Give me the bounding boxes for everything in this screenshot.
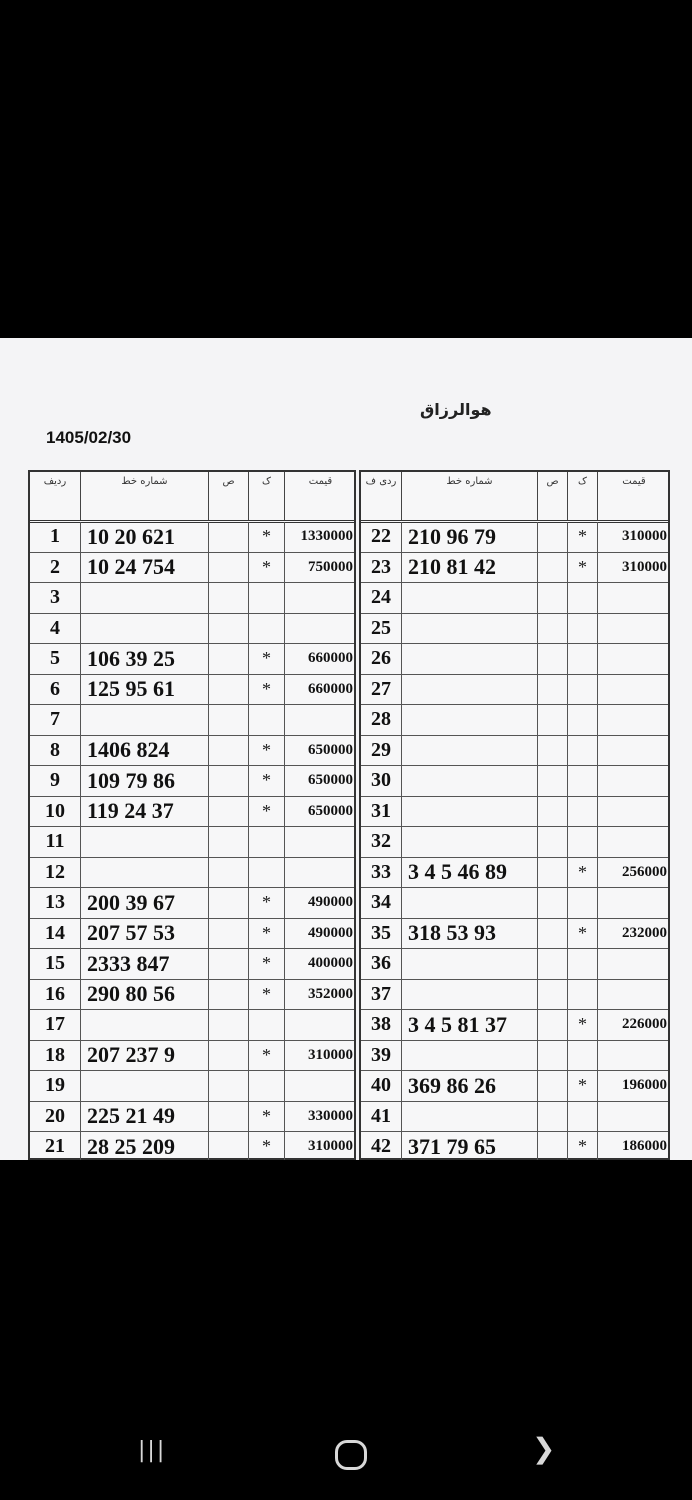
s-cell bbox=[537, 583, 567, 613]
price-cell: 490000 bbox=[284, 888, 356, 918]
document-photo bbox=[0, 338, 692, 1160]
row-number: 39 bbox=[371, 1043, 391, 1066]
table-row bbox=[30, 644, 354, 675]
k-mark: * bbox=[567, 1010, 597, 1040]
table-row bbox=[30, 553, 354, 584]
table-row bbox=[30, 1010, 354, 1041]
header-line-number: شماره خط bbox=[80, 472, 208, 520]
right-price-table bbox=[359, 470, 670, 1160]
table-row bbox=[30, 583, 354, 614]
table-row bbox=[361, 858, 668, 889]
price-cell bbox=[284, 614, 356, 644]
s-cell bbox=[537, 797, 567, 827]
header-s: ص bbox=[208, 472, 248, 520]
line-number bbox=[401, 949, 537, 979]
row-number: 9 bbox=[50, 769, 60, 792]
line-number: 371 79 65 bbox=[401, 1132, 537, 1160]
s-cell bbox=[208, 766, 248, 796]
table-row bbox=[361, 583, 668, 614]
line-number: 318 53 93 bbox=[401, 919, 537, 949]
header-row-number: ردیف bbox=[43, 476, 67, 487]
row-number: 42 bbox=[371, 1135, 391, 1158]
line-number: 210 81 42 bbox=[401, 553, 537, 583]
back-icon[interactable]: ❯ bbox=[532, 1432, 556, 1465]
price-cell bbox=[597, 736, 670, 766]
table-row bbox=[361, 736, 668, 767]
k-mark: * bbox=[567, 1071, 597, 1101]
line-number bbox=[80, 858, 208, 888]
k-mark: * bbox=[248, 797, 284, 827]
line-number bbox=[80, 1010, 208, 1040]
s-cell bbox=[208, 644, 248, 674]
document-date: 1405/02/30 bbox=[46, 428, 132, 447]
s-cell bbox=[537, 1132, 567, 1160]
table-row bbox=[30, 858, 354, 889]
s-cell bbox=[208, 980, 248, 1010]
s-cell bbox=[208, 949, 248, 979]
android-nav-bar bbox=[0, 1420, 692, 1490]
k-mark: * bbox=[567, 1132, 597, 1160]
table-row bbox=[30, 827, 354, 858]
k-mark: * bbox=[248, 888, 284, 918]
row-number: 28 bbox=[371, 708, 391, 731]
k-mark: * bbox=[567, 919, 597, 949]
home-icon[interactable] bbox=[335, 1440, 367, 1470]
s-cell bbox=[208, 553, 248, 583]
table-row bbox=[30, 522, 354, 553]
line-number: 200 39 67 bbox=[80, 888, 208, 918]
row-number: 38 bbox=[371, 1013, 391, 1036]
k-mark bbox=[248, 1071, 284, 1101]
line-number bbox=[80, 827, 208, 857]
table-row bbox=[30, 1132, 354, 1160]
row-number: 10 bbox=[45, 799, 65, 822]
k-mark bbox=[567, 1102, 597, 1132]
s-cell bbox=[537, 1102, 567, 1132]
k-mark bbox=[567, 644, 597, 674]
row-number: 22 bbox=[371, 525, 391, 548]
line-number bbox=[401, 1102, 537, 1132]
price-cell: 310000 bbox=[284, 1132, 356, 1160]
table-row bbox=[30, 888, 354, 919]
table-row bbox=[361, 553, 668, 584]
row-number: 20 bbox=[45, 1104, 65, 1127]
row-number: 24 bbox=[371, 586, 391, 609]
row-number: 14 bbox=[45, 921, 65, 944]
left-table-header bbox=[30, 472, 354, 523]
k-mark: * bbox=[248, 1102, 284, 1132]
price-cell bbox=[597, 980, 670, 1010]
price-cell bbox=[284, 705, 356, 735]
line-number bbox=[401, 797, 537, 827]
line-number bbox=[401, 614, 537, 644]
price-cell: 660000 bbox=[284, 644, 356, 674]
table-row bbox=[30, 705, 354, 736]
row-number: 21 bbox=[45, 1135, 65, 1158]
line-number: 106 39 25 bbox=[80, 644, 208, 674]
table-row bbox=[361, 1102, 668, 1133]
table-row bbox=[361, 1010, 668, 1041]
header-k: ک bbox=[567, 472, 597, 520]
table-row bbox=[361, 980, 668, 1011]
table-row bbox=[30, 736, 354, 767]
line-number bbox=[401, 1041, 537, 1071]
price-cell bbox=[597, 888, 670, 918]
price-cell bbox=[597, 949, 670, 979]
price-cell bbox=[597, 644, 670, 674]
price-cell: 310000 bbox=[597, 553, 670, 583]
row-number: 27 bbox=[371, 677, 391, 700]
k-mark: * bbox=[248, 980, 284, 1010]
line-number: 210 96 79 bbox=[401, 522, 537, 552]
s-cell bbox=[537, 980, 567, 1010]
k-mark bbox=[567, 705, 597, 735]
k-mark: * bbox=[248, 949, 284, 979]
price-cell bbox=[597, 1102, 670, 1132]
line-number: 1406 824 bbox=[80, 736, 208, 766]
row-number: 40 bbox=[371, 1074, 391, 1097]
row-number: 12 bbox=[45, 860, 65, 883]
line-number: 2333 847 bbox=[80, 949, 208, 979]
table-row bbox=[361, 705, 668, 736]
s-cell bbox=[537, 1071, 567, 1101]
row-number: 23 bbox=[371, 555, 391, 578]
line-number bbox=[80, 614, 208, 644]
s-cell bbox=[537, 522, 567, 552]
k-mark bbox=[567, 675, 597, 705]
header-s: ص bbox=[537, 472, 567, 520]
line-number: 10 24 754 bbox=[80, 553, 208, 583]
line-number: 207 57 53 bbox=[80, 919, 208, 949]
k-mark: * bbox=[248, 766, 284, 796]
right-table-header bbox=[361, 472, 668, 523]
row-number: 41 bbox=[371, 1104, 391, 1127]
price-cell: 1330000 bbox=[284, 522, 356, 552]
k-mark bbox=[567, 583, 597, 613]
s-cell bbox=[208, 1102, 248, 1132]
k-mark: * bbox=[567, 522, 597, 552]
price-cell bbox=[284, 1010, 356, 1040]
price-cell: 330000 bbox=[284, 1102, 356, 1132]
table-row bbox=[361, 675, 668, 706]
line-number bbox=[401, 583, 537, 613]
price-cell: 186000 bbox=[597, 1132, 670, 1160]
row-number: 29 bbox=[371, 738, 391, 761]
line-number: 225 21 49 bbox=[80, 1102, 208, 1132]
s-cell bbox=[537, 766, 567, 796]
row-number: 13 bbox=[45, 891, 65, 914]
table-row bbox=[30, 949, 354, 980]
k-mark bbox=[248, 1010, 284, 1040]
price-cell bbox=[284, 858, 356, 888]
line-number: 119 24 37 bbox=[80, 797, 208, 827]
row-number: 11 bbox=[45, 830, 65, 853]
line-number bbox=[80, 583, 208, 613]
line-number bbox=[401, 888, 537, 918]
price-cell: 650000 bbox=[284, 797, 356, 827]
row-number: 34 bbox=[371, 891, 391, 914]
row-number: 30 bbox=[371, 769, 391, 792]
price-cell: 310000 bbox=[597, 522, 670, 552]
price-cell: 196000 bbox=[597, 1071, 670, 1101]
row-number: 15 bbox=[45, 952, 65, 975]
price-cell bbox=[597, 827, 670, 857]
s-cell bbox=[537, 1041, 567, 1071]
header-price: قیمت bbox=[284, 472, 356, 520]
s-cell bbox=[208, 827, 248, 857]
k-mark bbox=[567, 614, 597, 644]
row-number: 18 bbox=[45, 1043, 65, 1066]
k-mark: * bbox=[248, 919, 284, 949]
document-heading: هوالرزاق bbox=[420, 400, 492, 419]
s-cell bbox=[208, 858, 248, 888]
s-cell bbox=[537, 705, 567, 735]
price-cell: 490000 bbox=[284, 919, 356, 949]
table-row bbox=[30, 675, 354, 706]
k-mark: * bbox=[248, 675, 284, 705]
row-number: 37 bbox=[371, 982, 391, 1005]
table-row bbox=[361, 827, 668, 858]
k-mark bbox=[567, 949, 597, 979]
table-row bbox=[30, 1102, 354, 1133]
row-number: 19 bbox=[45, 1074, 65, 1097]
price-cell bbox=[284, 827, 356, 857]
k-mark bbox=[567, 736, 597, 766]
table-row bbox=[30, 614, 354, 645]
k-mark bbox=[248, 858, 284, 888]
line-number bbox=[401, 827, 537, 857]
price-cell bbox=[597, 797, 670, 827]
price-cell: 650000 bbox=[284, 766, 356, 796]
k-mark bbox=[567, 888, 597, 918]
price-cell bbox=[597, 614, 670, 644]
k-mark: * bbox=[567, 858, 597, 888]
price-cell bbox=[597, 1041, 670, 1071]
k-mark bbox=[567, 797, 597, 827]
table-row bbox=[30, 766, 354, 797]
k-mark bbox=[567, 980, 597, 1010]
s-cell bbox=[537, 949, 567, 979]
s-cell bbox=[537, 919, 567, 949]
price-cell bbox=[597, 705, 670, 735]
table-row bbox=[361, 614, 668, 645]
s-cell bbox=[537, 553, 567, 583]
line-number bbox=[401, 736, 537, 766]
s-cell bbox=[537, 644, 567, 674]
row-number: 25 bbox=[371, 616, 391, 639]
header-k: ک bbox=[248, 472, 284, 520]
table-row bbox=[361, 797, 668, 828]
header-price: قیمت bbox=[597, 472, 670, 520]
price-cell bbox=[597, 675, 670, 705]
row-number: 4 bbox=[50, 616, 60, 639]
table-row bbox=[361, 949, 668, 980]
price-cell: 650000 bbox=[284, 736, 356, 766]
row-number: 6 bbox=[50, 677, 60, 700]
price-cell bbox=[284, 1071, 356, 1101]
left-price-table bbox=[28, 470, 356, 1160]
header-line-number: شماره خط bbox=[401, 472, 537, 520]
k-mark: * bbox=[248, 1041, 284, 1071]
k-mark bbox=[567, 1041, 597, 1071]
table-row bbox=[30, 919, 354, 950]
line-number: 3 4 5 81 37 bbox=[401, 1010, 537, 1040]
table-row bbox=[361, 522, 668, 553]
s-cell bbox=[208, 1010, 248, 1040]
price-cell: 256000 bbox=[597, 858, 670, 888]
line-number bbox=[401, 980, 537, 1010]
price-cell bbox=[597, 766, 670, 796]
row-number: 3 bbox=[50, 586, 60, 609]
s-cell bbox=[208, 675, 248, 705]
s-cell bbox=[537, 736, 567, 766]
table-row bbox=[361, 919, 668, 950]
row-number: 32 bbox=[371, 830, 391, 853]
price-cell: 310000 bbox=[284, 1041, 356, 1071]
line-number bbox=[401, 644, 537, 674]
k-mark: * bbox=[567, 553, 597, 583]
row-number: 33 bbox=[371, 860, 391, 883]
line-number: 10 20 621 bbox=[80, 522, 208, 552]
k-mark bbox=[567, 766, 597, 796]
k-mark bbox=[248, 614, 284, 644]
line-number: 369 86 26 bbox=[401, 1071, 537, 1101]
s-cell bbox=[537, 858, 567, 888]
row-number: 7 bbox=[50, 708, 60, 731]
k-mark: * bbox=[248, 736, 284, 766]
price-cell: 400000 bbox=[284, 949, 356, 979]
s-cell bbox=[208, 522, 248, 552]
s-cell bbox=[208, 1132, 248, 1160]
recent-apps-icon[interactable]: ||| bbox=[138, 1438, 167, 1463]
line-number: 207 237 9 bbox=[80, 1041, 208, 1071]
s-cell bbox=[208, 736, 248, 766]
price-cell: 232000 bbox=[597, 919, 670, 949]
s-cell bbox=[208, 583, 248, 613]
table-row bbox=[361, 888, 668, 919]
s-cell bbox=[537, 675, 567, 705]
line-number: 290 80 56 bbox=[80, 980, 208, 1010]
price-cell bbox=[284, 583, 356, 613]
table-row bbox=[30, 1041, 354, 1072]
line-number: 28 25 209 bbox=[80, 1132, 208, 1160]
row-number: 2 bbox=[50, 555, 60, 578]
table-row bbox=[361, 766, 668, 797]
k-mark bbox=[248, 583, 284, 613]
line-number: 3 4 5 46 89 bbox=[401, 858, 537, 888]
s-cell bbox=[208, 888, 248, 918]
price-cell: 750000 bbox=[284, 553, 356, 583]
k-mark bbox=[248, 705, 284, 735]
s-cell bbox=[208, 1071, 248, 1101]
row-number: 26 bbox=[371, 647, 391, 670]
table-row bbox=[361, 1132, 668, 1160]
table-row bbox=[361, 1041, 668, 1072]
line-number: 109 79 86 bbox=[80, 766, 208, 796]
table-row bbox=[30, 980, 354, 1011]
row-number: 31 bbox=[371, 799, 391, 822]
s-cell bbox=[537, 888, 567, 918]
line-number bbox=[401, 705, 537, 735]
line-number bbox=[401, 766, 537, 796]
row-number: 5 bbox=[50, 647, 60, 670]
s-cell bbox=[537, 827, 567, 857]
s-cell bbox=[208, 797, 248, 827]
price-cell: 226000 bbox=[597, 1010, 670, 1040]
k-mark: * bbox=[248, 553, 284, 583]
s-cell bbox=[537, 1010, 567, 1040]
s-cell bbox=[537, 614, 567, 644]
row-number: 35 bbox=[371, 921, 391, 944]
row-number: 8 bbox=[50, 738, 60, 761]
k-mark: * bbox=[248, 1132, 284, 1160]
k-mark: * bbox=[248, 644, 284, 674]
s-cell bbox=[208, 614, 248, 644]
row-number: 16 bbox=[45, 982, 65, 1005]
table-row bbox=[361, 1071, 668, 1102]
k-mark: * bbox=[248, 522, 284, 552]
price-cell: 352000 bbox=[284, 980, 356, 1010]
s-cell bbox=[208, 1041, 248, 1071]
row-number: 36 bbox=[371, 952, 391, 975]
table-row bbox=[30, 797, 354, 828]
line-number bbox=[401, 675, 537, 705]
k-mark bbox=[567, 827, 597, 857]
header-row-number: ردی ف bbox=[365, 476, 397, 487]
line-number: 125 95 61 bbox=[80, 675, 208, 705]
table-row bbox=[361, 644, 668, 675]
table-row bbox=[30, 1071, 354, 1102]
row-number: 17 bbox=[45, 1013, 65, 1036]
line-number bbox=[80, 705, 208, 735]
line-number bbox=[80, 1071, 208, 1101]
price-cell bbox=[597, 583, 670, 613]
k-mark bbox=[248, 827, 284, 857]
price-cell: 660000 bbox=[284, 675, 356, 705]
row-number: 1 bbox=[50, 525, 60, 548]
s-cell bbox=[208, 919, 248, 949]
s-cell bbox=[208, 705, 248, 735]
